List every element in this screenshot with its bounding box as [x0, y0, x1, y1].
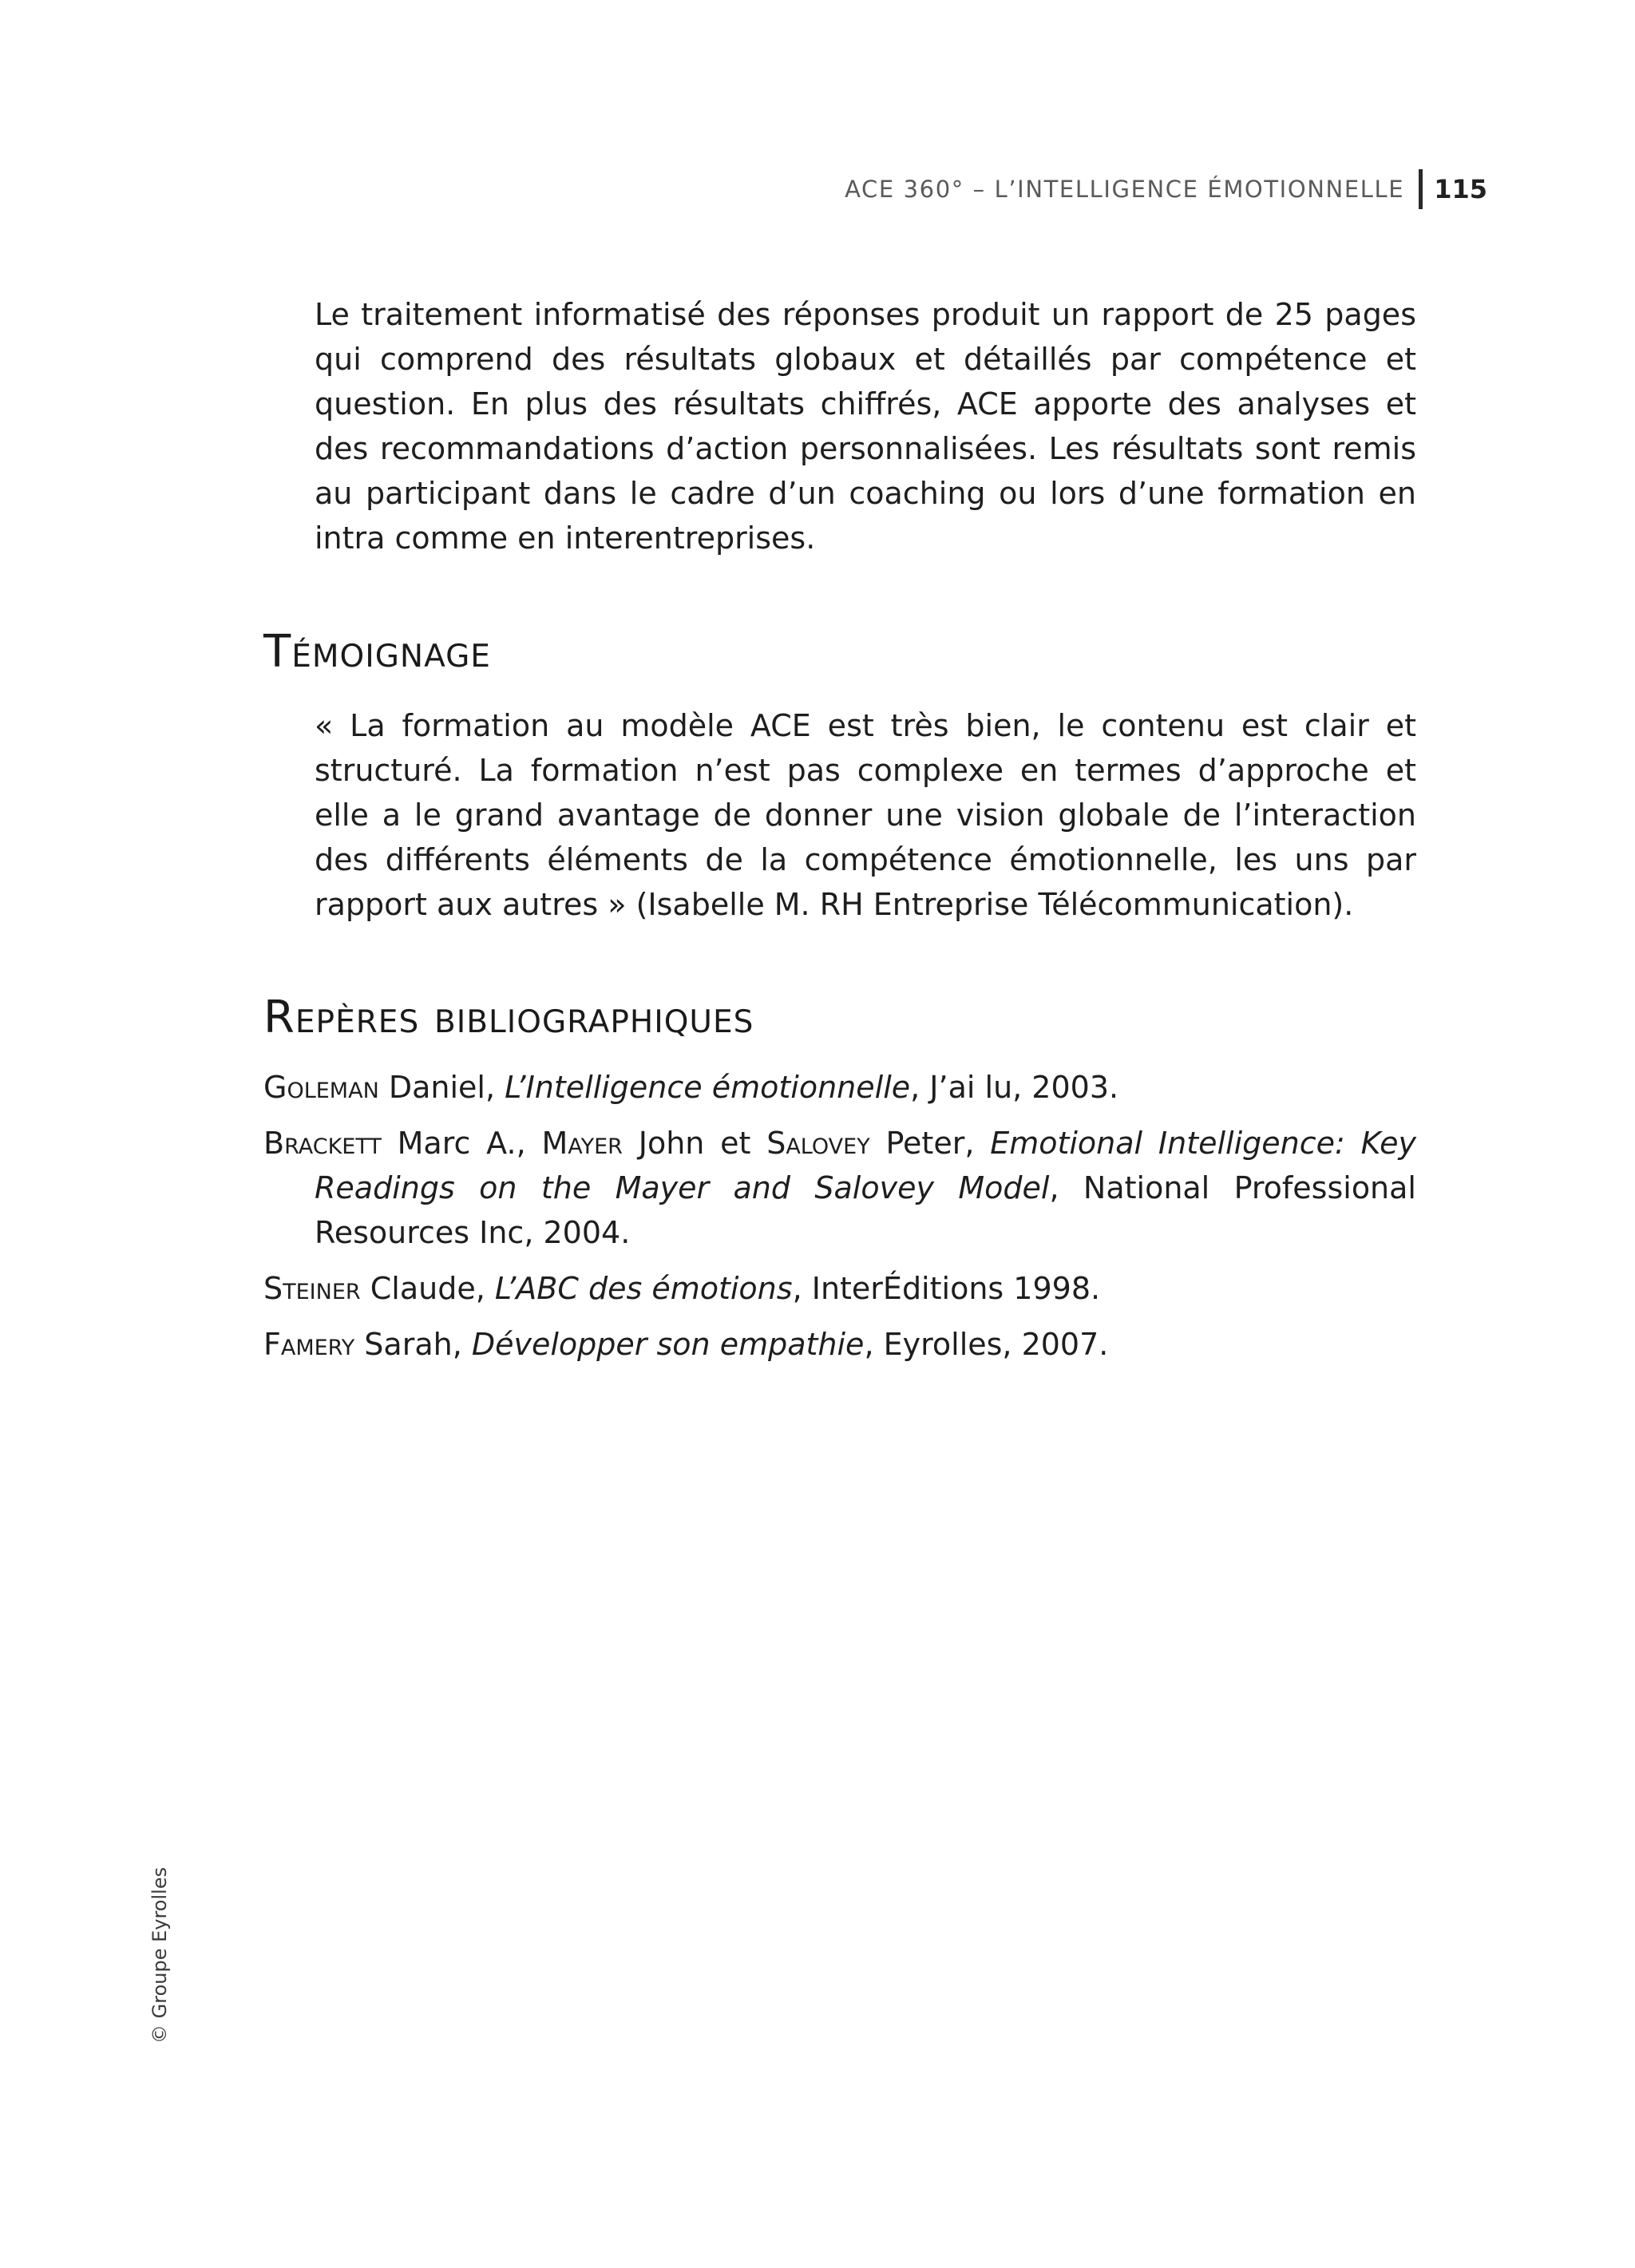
author-given-name: Peter,	[869, 1126, 991, 1161]
bibliography-list	[263, 1065, 1416, 1378]
author-given-name: John et	[622, 1126, 767, 1161]
author-name: Famery	[263, 1327, 355, 1362]
bibliography-heading: Repères bibliographiques	[263, 992, 754, 1043]
author-name: Goleman	[263, 1070, 379, 1105]
publication-details: , National Professional Resources Inc, 2004.	[315, 1170, 1416, 1250]
publication-details: , J’ai lu, 2003.	[910, 1070, 1119, 1105]
publication-details: , InterÉditions 1998.	[792, 1271, 1101, 1306]
author-given-name: Daniel,	[378, 1070, 505, 1105]
running-header	[845, 171, 1487, 208]
copyright-notice: © Groupe Eyrolles	[148, 1866, 171, 2044]
work-title: Emotional Intelligence: Key Readings on the Mayer and Salovey Model	[315, 1126, 1417, 1205]
bibliography-entry-brackett	[263, 1121, 1416, 1255]
author-name: Salovey	[766, 1126, 870, 1161]
author-name: Mayer	[541, 1126, 623, 1161]
work-title: L’ABC des émotions	[494, 1271, 793, 1306]
author-given-name: Marc A.,	[381, 1126, 542, 1161]
page-number: 115	[1434, 174, 1487, 204]
bibliography-entry-goleman	[263, 1065, 1416, 1110]
testimony-quote: « La formation au modèle ACE est très bien, le contenu est clair et structuré. La formation n’est pas complexe en termes d’approche et elle a le grand avantage de donner une vision globale de l’interaction des différents éléments de la compétence émotionnelle, les uns par rapport aux autres » (Isabelle M. RH Entreprise Télécommunication).	[315, 708, 1416, 922]
author-given-name: Claude,	[360, 1271, 495, 1306]
bibliography-entry-steiner	[263, 1266, 1416, 1311]
author-given-name: Sarah,	[354, 1327, 472, 1362]
author-name: Steiner	[263, 1271, 361, 1306]
testimony-heading: Témoignage	[263, 626, 491, 678]
work-title: L’Intelligence émotionnelle	[505, 1070, 911, 1105]
bibliography-entry-famery	[263, 1322, 1416, 1367]
author-name: Brackett	[263, 1126, 382, 1161]
publication-details: , Eyrolles, 2007.	[864, 1327, 1109, 1362]
header-divider	[1419, 169, 1423, 209]
work-title: Développer son empathie	[471, 1327, 865, 1362]
intro-paragraph: Le traitement informatisé des réponses produit un rapport de 25 pages qui comprend des résultats globaux et détaillés par compétence et question. En plus des résultats chiffrés, ACE apporte des analyses et des recommandations d’action personnalisées. Les résultats sont remis au participant dans le cadre d’un coaching ou lors d’une formation en intra comme en interentreprises.	[315, 297, 1416, 556]
running-title: ACE 360° – L’INTELLIGENCE ÉMOTIONNELLE	[845, 176, 1405, 203]
